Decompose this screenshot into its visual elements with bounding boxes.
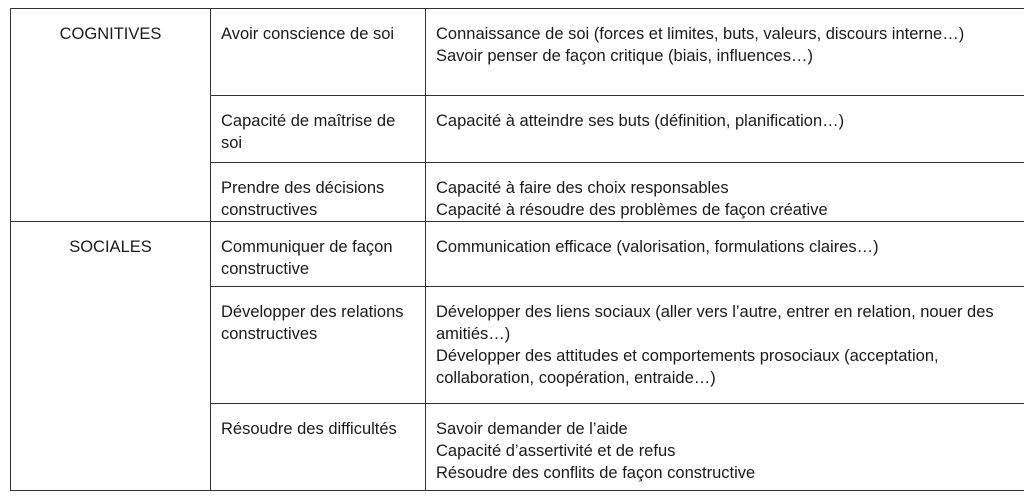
- skill-cell: Avoir conscience de soi: [211, 9, 426, 96]
- table-row: [11, 9, 1024, 96]
- detail-item: Capacité à atteindre ses buts (définition, planification…): [436, 112, 845, 130]
- skill-cell: Développer des relations constructives: [211, 287, 426, 404]
- details-cell: [426, 163, 1024, 222]
- detail-item: Communication efficace (valorisation, formulations claires…): [436, 238, 879, 256]
- detail-item: Savoir penser de façon critique (biais, influences…): [436, 47, 813, 65]
- details-cell: [426, 404, 1024, 491]
- table-row: [11, 222, 1024, 287]
- details-cell: [426, 222, 1024, 287]
- details-cell: [426, 9, 1024, 96]
- detail-item: Développer des liens sociaux (aller vers l’autre, entrer en relation, nouer des amitiés…): [436, 303, 994, 343]
- skill-cell: Communiquer de façon constructive: [211, 222, 426, 287]
- skill-cell: Résoudre des difficultés: [211, 404, 426, 491]
- detail-item: Savoir demander de l’aide: [436, 420, 628, 438]
- skills-table: [10, 8, 1024, 491]
- detail-item: Capacité d’assertivité et de refus: [436, 442, 676, 460]
- category-cognitives: COGNITIVES: [11, 9, 211, 222]
- skill-cell: Prendre des décisions constructives: [211, 163, 426, 222]
- detail-item: Capacité à faire des choix responsables: [436, 179, 729, 197]
- details-cell: [426, 96, 1024, 163]
- detail-item: Capacité à résoudre des problèmes de façon créative: [436, 201, 828, 219]
- detail-item: Résoudre des conflits de façon constructive: [436, 464, 756, 482]
- detail-item: Développer des attitudes et comportements prosociaux (acceptation, collaboration, coopération, entraide…): [436, 347, 939, 387]
- skill-cell: Capacité de maîtrise de soi: [211, 96, 426, 163]
- detail-item: Connaissance de soi (forces et limites, buts, valeurs, discours interne…): [436, 25, 965, 43]
- category-sociales: SOCIALES: [11, 222, 211, 491]
- details-cell: [426, 287, 1024, 404]
